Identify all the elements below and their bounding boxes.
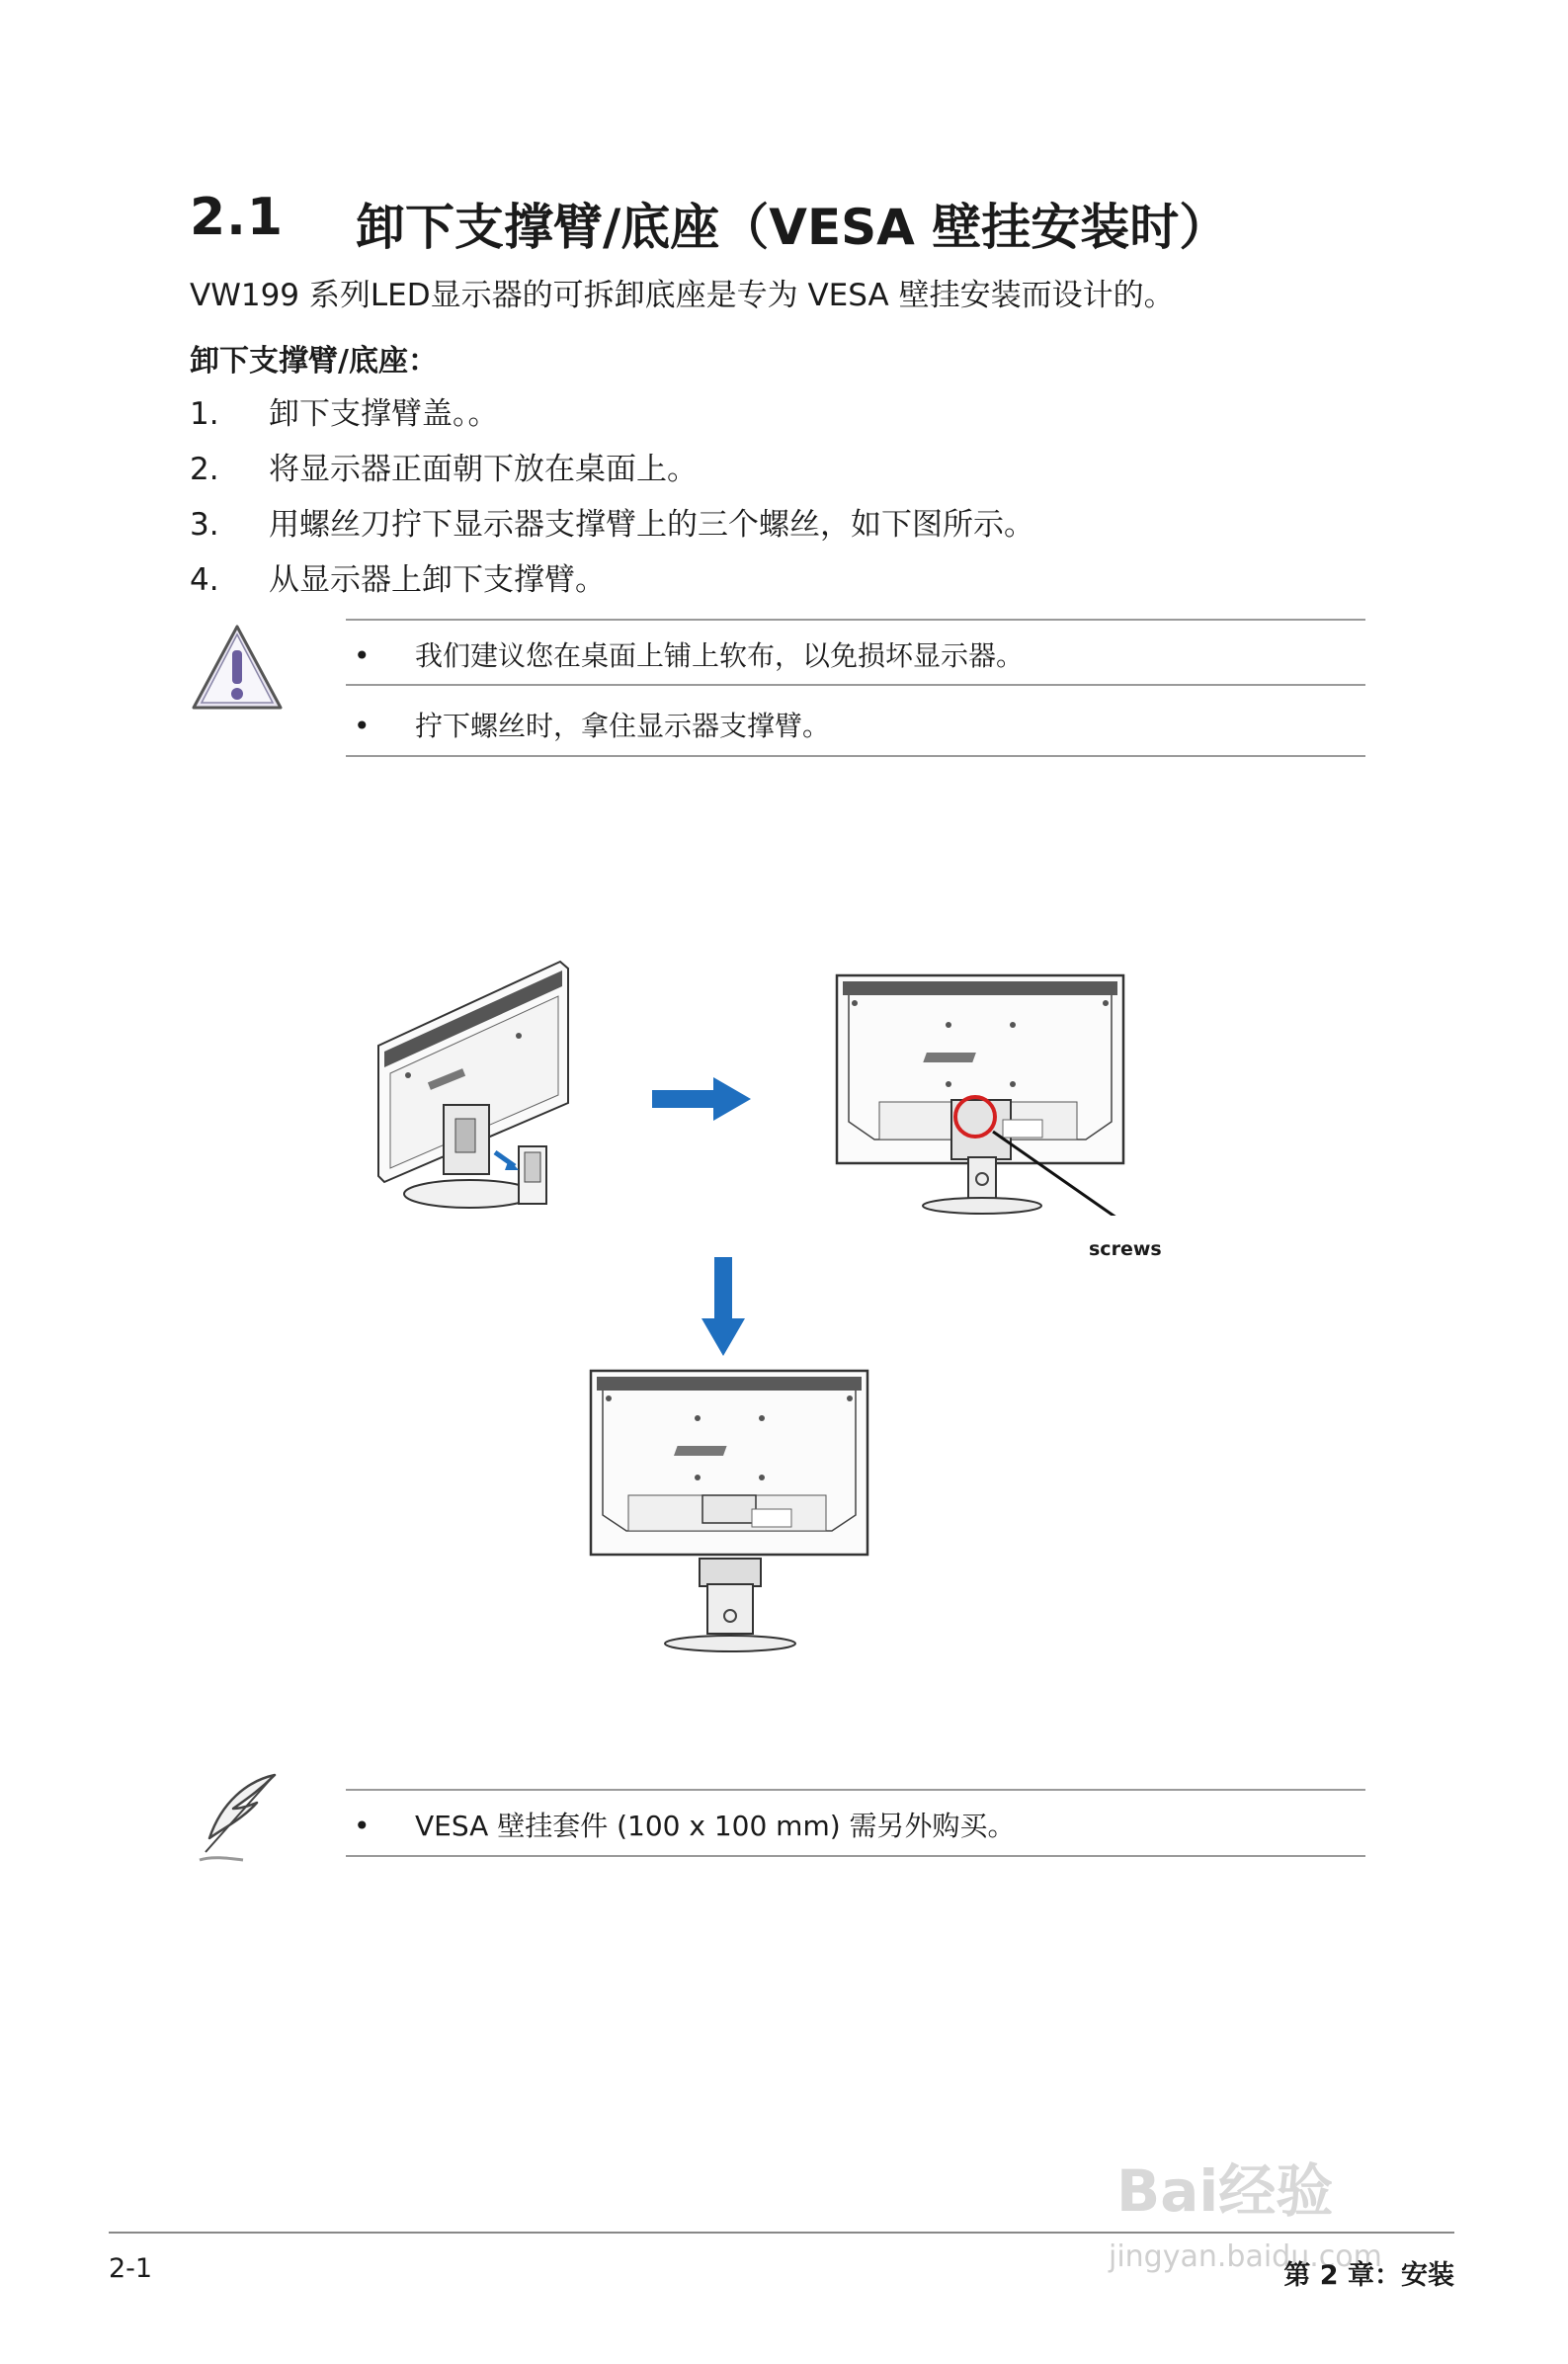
arrow-right-icon: [652, 1077, 751, 1121]
note-text: VESA 壁挂套件 (100 x 100 mm) 需另外购买。: [415, 1810, 1016, 1842]
screws-label: screws: [1089, 1238, 1162, 1260]
divider: [346, 684, 1365, 686]
step-text: 卸下支撑臂盖。。: [269, 396, 499, 432]
step-number: 1.: [190, 396, 219, 432]
section-title: 卸下支撑臂/底座（VESA 壁挂安装时）: [356, 199, 1229, 256]
step-text: 用螺丝刀拧下显示器支撑臂上的三个螺丝，如下图所示。: [269, 507, 1034, 543]
monitor-rear-detached-illustration: [589, 1369, 875, 1655]
step-item: [190, 444, 698, 488]
section-number: 2.1: [190, 188, 285, 247]
footer-divider: [109, 2232, 1454, 2234]
watermark-url: jingyan.baidu.com: [1109, 2239, 1382, 2274]
monitor-rear-screws-illustration: [835, 973, 1131, 1216]
warning-bullet: • 我们建议您在桌面上铺上软布，以免损坏显示器。: [354, 639, 1025, 672]
step-number: 3.: [190, 507, 219, 543]
note-bullet: • VESA 壁挂套件 (100 x 100 mm) 需另外购买。: [354, 1810, 1016, 1842]
watermark-brand: Bai经验: [1116, 2157, 1334, 2225]
arrow-down-icon: [701, 1257, 745, 1356]
divider: [346, 755, 1365, 757]
step-item: [190, 499, 1034, 544]
page-number: 2-1: [109, 2253, 153, 2284]
warning-text: 我们建议您在桌面上铺上软布，以免损坏显示器。: [415, 639, 1025, 672]
step-number: 4.: [190, 562, 219, 598]
subheading: 卸下支撑臂/底座：: [190, 344, 438, 379]
divider: [346, 1789, 1365, 1791]
feather-pen-icon: [188, 1769, 287, 1868]
divider: [346, 619, 1365, 621]
warning-triangle-icon: [188, 621, 287, 716]
divider: [346, 1855, 1365, 1857]
step-text: 将显示器正面朝下放在桌面上。: [269, 452, 698, 487]
step-item: [190, 388, 499, 433]
intro-paragraph: VW199 系列LED显示器的可拆卸底座是专为 VESA 壁挂安装而设计的。: [190, 278, 1175, 313]
monitor-rear-angled-illustration: [371, 957, 588, 1224]
step-text: 从显示器上卸下支撑臂。: [269, 562, 606, 598]
warning-bullet: • 拧下螺丝时，拿住显示器支撑臂。: [354, 710, 831, 742]
chapter-label: 第 2 章：安装: [1283, 2260, 1454, 2291]
step-item: [190, 554, 606, 599]
step-number: 2.: [190, 452, 219, 487]
warning-text: 拧下螺丝时，拿住显示器支撑臂。: [415, 710, 831, 742]
